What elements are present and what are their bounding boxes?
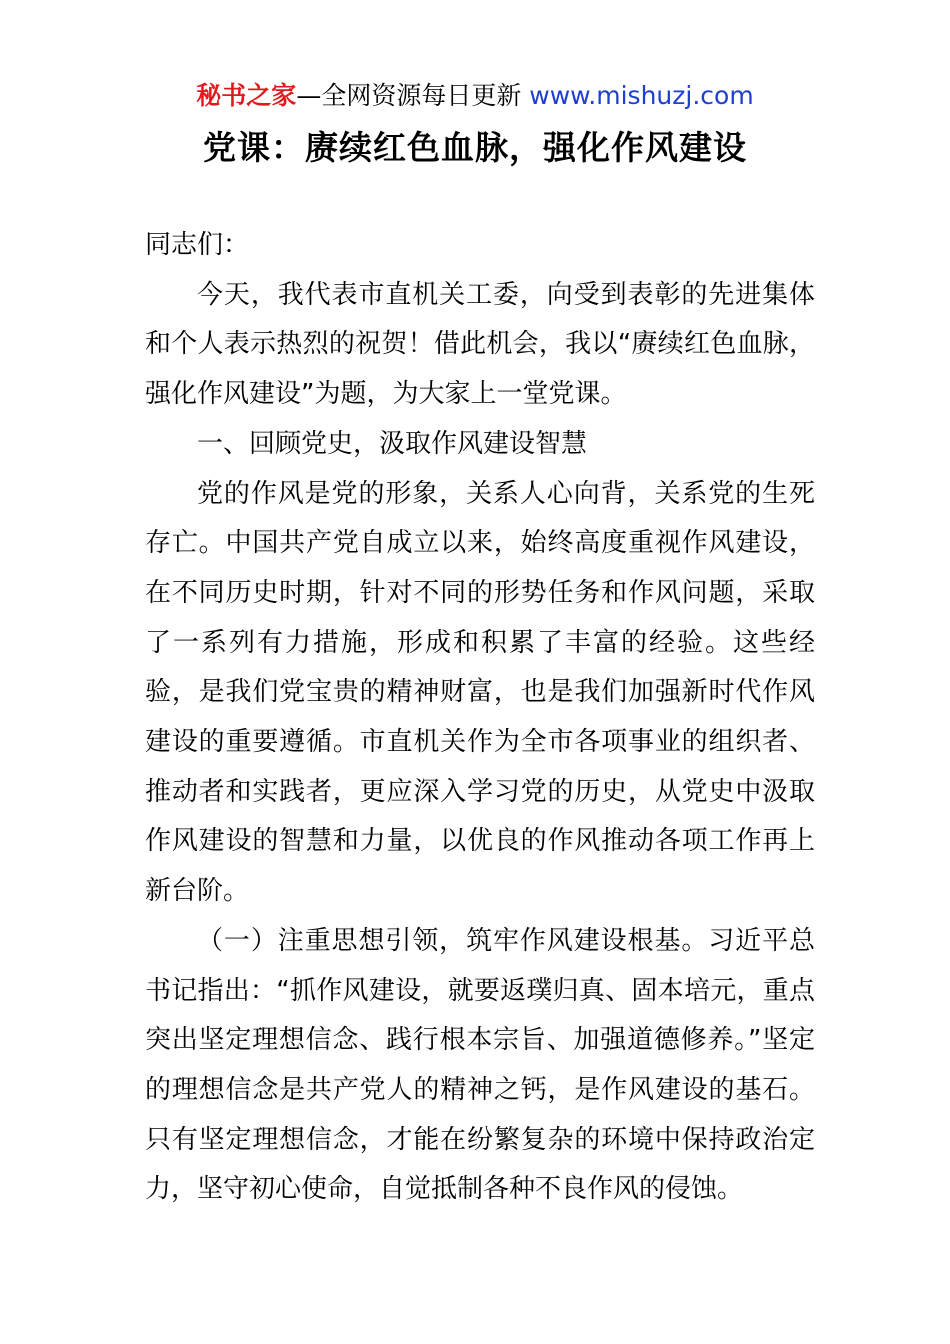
body-paragraph: （一）注重思想引领，筑牢作风建设根基。习近平总书记指出：“抓作风建设，就要返璞归真、固本培元，重点突出坚定理想信念、践行根本宗旨、加强道德修养。”坚定的理想信念是共产党人的精神之钙，是作风建设的基石。只有坚定理想信念，才能在纷繁复杂的环境中保持政治定力，坚守初心使命，自觉抵制各种不良作风的侵蚀。: [145, 925, 815, 1205]
body-paragraph: 党的作风是党的形象，关系人心向背，关系党的生死存亡。中国共产党自成立以来，始终高度重视作风建设，在不同历史时期，针对不同的形势任务和作风问题，采取了一系列有力措施，形成和积累了丰富的经验。这些经验，是我们党宝贵的精神财富，也是我们加强新时代作风建设的重要遵循。市直机关作为全市各项事业的组织者、推动者和实践者，更应深入学习党的历史，从党史中汲取作风建设的智慧和力量，以优良的作风推动各项工作再上新台阶。: [145, 478, 815, 907]
site-url-link[interactable]: www.mishuzj.com: [529, 81, 754, 110]
salutation: 同志们：: [145, 230, 250, 260]
document-body: [145, 221, 815, 1215]
site-header: [0, 78, 950, 114]
site-brand: 秘书之家: [196, 81, 297, 110]
intro-paragraph: 今天，我代表市直机关工委，向受到表彰的先进集体和个人表示热烈的祝贺！借此机会，我以“赓续红色血脉，强化作风建设”为题，为大家上一堂党课。: [145, 279, 815, 410]
site-tagline: —全网资源每日更新: [296, 81, 530, 110]
section-heading: 一、回顾党史，汲取作风建设智慧: [197, 428, 588, 459]
document-title: 党课：赓续红色血脉，强化作风建设: [203, 128, 747, 167]
